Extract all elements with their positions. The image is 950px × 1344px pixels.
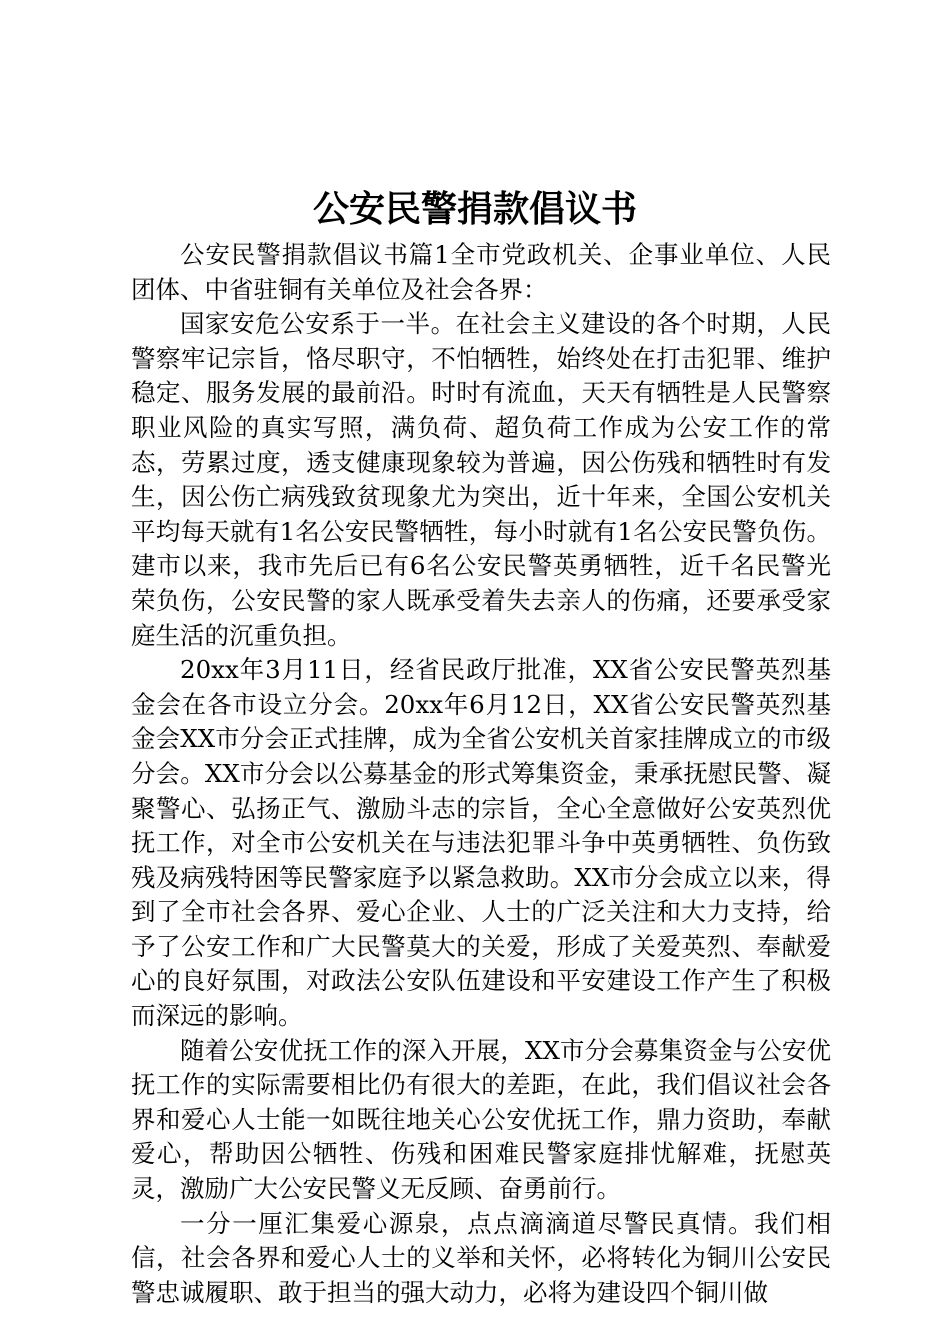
paragraph-foundation: 20xx年3月11日，经省民政厅批准，XX省公安民警英烈基金会在各市设立分会。20xx年6月12日，XX省公安民警英烈基金会XX市分会正式挂牌，成为全省公安机关首家挂牌成立的市级分会。XX市分会以公募基金的形式筹集资金，秉承抚慰民警、凝聚警心、弘扬正气、激励斗志的宗旨，全心全意做好公安英烈优抚工作，对全市公安机关在与违法犯罪斗争中英勇牺牲、负伤致残及病残特困等民警家庭予以紧急救助。XX市分会成立以来，得到了全市社会各界、爱心企业、人士的广泛关注和大力支持，给予了公安工作和广大民警莫大的关爱，形成了关爱英烈、奉献爱心的良好氛围，对政法公安队伍建设和平安建设工作产生了积极而深远的影响。 — [131, 655, 831, 1031]
paragraph-appeal: 随着公安优抚工作的深入开展，XX市分会募集资金与公安优抚工作的实际需要相比仍有很大的差距，在此，我们倡议社会各界和爱心人士能一如既往地关心公安优抚工作，鼎力资助，奉献爱心，帮助因公牺牲、伤残和困难民警家庭排忧解难，抚慰英灵，激励广大公安民警义无反顾、奋勇前行。 — [131, 1035, 831, 1204]
document-body — [131, 238, 831, 1310]
paragraph-closing: 一分一厘汇集爱心源泉，点点滴滴道尽警民真情。我们相信，社会各界和爱心人士的义举和关怀，必将转化为铜川公安民警忠诚履职、敢于担当的强大动力，必将为建设四个铜川做 — [131, 1208, 831, 1307]
document-title: 公安民警捐款倡议书 — [312, 188, 637, 230]
paragraph-background: 国家安危公安系于一半。在社会主义建设的各个时期，人民警察牢记宗旨，恪尽职守，不怕牺牲，始终处在打击犯罪、维护稳定、服务发展的最前沿。时时有流血，天天有牺牲是人民警察职业风险的真实写照，满负荷、超负荷工作成为公安工作的常态，劳累过度，透支健康现象较为普遍，因公伤残和牺牲时有发生，因公伤亡病残致贫现象尤为突出，近十年来，全国公安机关平均每天就有1名公安民警牺牲，每小时就有1名公安民警负伤。建市以来，我市先后已有6名公安民警英勇牺牲，近千名民警光荣负伤，公安民警的家人既承受着失去亲人的伤痛，还要承受家庭生活的沉重负担。 — [131, 309, 831, 650]
paragraph-salutation: 公安民警捐款倡议书篇1全市党政机关、企事业单位、人民团体、中省驻铜有关单位及社会各界： — [131, 240, 831, 304]
